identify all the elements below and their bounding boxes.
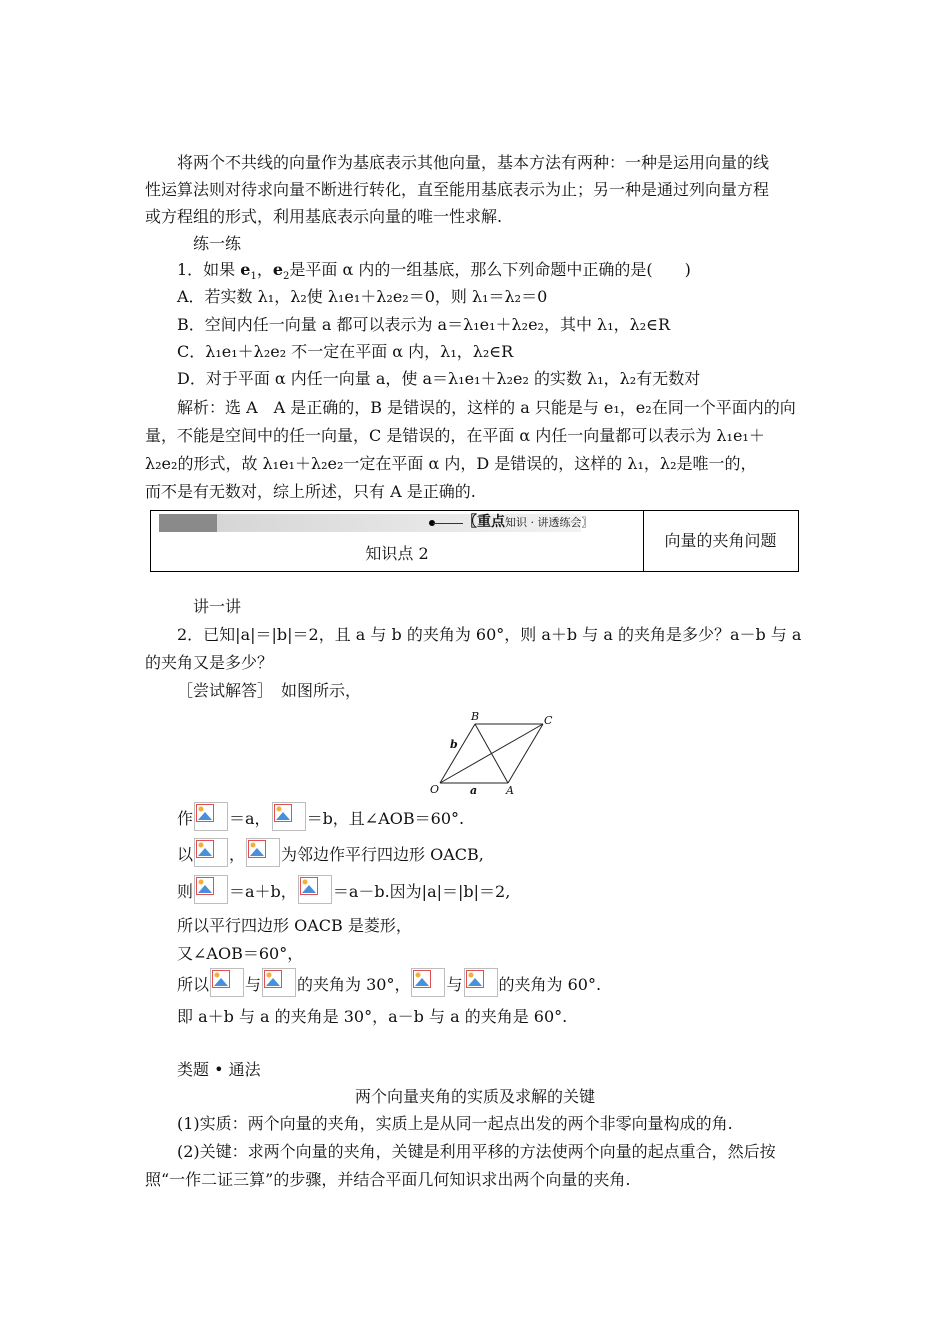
step2-mid: ， <box>229 845 246 864</box>
broken-image-icon <box>464 968 498 997</box>
tag-strong: 〖重点 <box>463 514 505 530</box>
label-b-vertex: B <box>471 710 480 723</box>
analysis-line-4: 而不是有无数对，综上所述，只有 A 是正确的. <box>145 482 476 501</box>
step6-pre: 所以 <box>177 975 210 994</box>
tag-rest: 知识 · 讲透练会〗 <box>505 516 593 529</box>
step3-end: ＝a－b.因为|a|＝|b|＝2, <box>332 882 511 901</box>
broken-image-icon <box>411 968 445 997</box>
analysis-line-1: 解析：选 A A 是正确的，B 是错误的，这样的 a 只能是与 e₁，e₂在同一个平面内的向 <box>177 398 796 417</box>
step3-mid: ＝a＋b， <box>229 882 297 901</box>
step-2 <box>177 838 484 870</box>
knowledge-point-title: 向量的夹角问题 <box>664 531 777 550</box>
step6-c: 与 <box>446 975 463 994</box>
try-answer: ［尝试解答］ 如图所示， <box>177 681 362 700</box>
label-o-vertex: O <box>430 783 440 796</box>
step6-a: 与 <box>245 975 262 994</box>
knowledge-point-label: 知识点 2 <box>365 544 429 563</box>
method-point-2-line-1: (2)关键：求两个向量的夹角，关键是利用平移的方法使两个向量的起点重合，然后按 <box>177 1142 776 1161</box>
label-vector-a: a <box>470 784 478 797</box>
step6-b: 的夹角为 30°， <box>297 975 411 994</box>
step1-mid: ＝a， <box>229 809 271 828</box>
parallelogram-figure <box>428 708 558 798</box>
step-4: 所以平行四边形 OACB 是菱形， <box>177 916 412 935</box>
lecture-question-line-1: 2．已知|a|＝|b|＝2，且 a 与 b 的夹角为 60°，则 a＋b 与 a 的夹角是多少？a－b 与 a <box>177 625 802 644</box>
step1-pre: 作 <box>177 809 194 828</box>
step6-d: 的夹角为 60°. <box>498 975 602 994</box>
edge-bo <box>440 724 475 783</box>
step2-pre: 以 <box>177 845 194 864</box>
edge-ac <box>508 724 543 783</box>
comma: ， <box>256 260 273 279</box>
label-c-vertex: C <box>544 714 553 727</box>
step2-end: 为邻边作平行四边形 OACB, <box>281 845 484 864</box>
vector-e1: e <box>240 260 251 279</box>
broken-image-icon <box>246 838 280 867</box>
step1-end: ＝b，且∠AOB＝60°. <box>306 809 465 828</box>
option-a: A．若实数 λ₁，λ₂使 λ₁e₁＋λ₂e₂＝0，则 λ₁＝λ₂＝0 <box>177 287 548 306</box>
banner-line <box>433 523 463 524</box>
option-d: D．对于平面 α 内任一向量 a，使 a＝λ₁e₁＋λ₂e₂ 的实数 λ₁，λ₂有无数对 <box>177 369 701 388</box>
broken-image-icon <box>210 968 244 997</box>
broken-image-icon <box>194 875 228 904</box>
step-3 <box>177 875 510 907</box>
step-1 <box>177 802 464 834</box>
intro-line-2: 性运算法则对待求向量不断进行转化，直至能用基底表示为止；另一种是通过列向量方程 <box>145 180 770 199</box>
analysis-line-3: λ₂e₂的形式，故 λ₁e₁＋λ₂e₂一定在平面 α 内，D 是错误的，这样的 λ₁，λ₂是唯一的， <box>145 454 757 473</box>
banner-tag <box>463 514 593 531</box>
broken-image-icon <box>262 968 296 997</box>
intro-line-1: 将两个不共线的向量作为基底表示其他向量，基本方法有两种：一种是运用向量的线 <box>177 153 770 172</box>
analysis-line-2: 量，不能是空间中的任一向量，C 是错误的，在平面 α 内任一向量都可以表示为 λ₁e₁＋ <box>145 426 765 445</box>
broken-image-icon <box>194 802 228 831</box>
banner-dark-bar <box>159 514 217 532</box>
step3-pre: 则 <box>177 882 194 901</box>
method-point-1: (1)实质：两个向量的夹角，实质上是从同一起点出发的两个非零向量构成的角. <box>177 1114 733 1133</box>
broken-image-icon <box>298 875 332 904</box>
lecture-heading: 讲一讲 <box>193 597 242 616</box>
sub-2: 2 <box>283 271 290 283</box>
label-vector-b: b <box>450 738 458 751</box>
question-prefix: 1．如果 <box>177 260 236 279</box>
diagonal-ba <box>475 724 508 783</box>
practice-heading: 练一练 <box>193 234 242 253</box>
lecture-question-line-2: 的夹角又是多少？ <box>145 653 274 672</box>
option-b: B．空间内任一向量 a 都可以表示为 a＝λ₁e₁＋λ₂e₂，其中 λ₁，λ₂∈R <box>177 315 671 334</box>
broken-image-icon <box>194 838 228 867</box>
vector-e2: e <box>272 260 284 279</box>
question-rest: 是平面 α 内的一组基底，那么下列命题中正确的是( ) <box>289 260 691 279</box>
label-a-vertex: A <box>506 784 514 797</box>
step-7: 即 a＋b 与 a 的夹角是 30°，a－b 与 a 的夹角是 60°. <box>177 1007 568 1026</box>
method-title: 两个向量夹角的实质及求解的关键 <box>354 1087 595 1106</box>
intro-line-3: 或方程组的形式，利用基底表示向量的唯一性求解. <box>145 207 503 226</box>
step-5: 又∠AOB＝60°， <box>177 944 304 963</box>
method-heading: 类题 • 通法 <box>177 1060 261 1079</box>
knowledge-point-box <box>150 510 799 572</box>
option-c: C．λ₁e₁＋λ₂e₂ 不一定在平面 α 内，λ₁，λ₂∈R <box>177 342 514 361</box>
step-6 <box>177 968 601 1000</box>
broken-image-icon <box>272 802 306 831</box>
method-point-2-line-2: 照“一作二证三算”的步骤，并结合平面几何知识求出两个向量的夹角. <box>145 1170 631 1189</box>
knowledge-box-left <box>151 511 644 571</box>
sub-1: 1 <box>250 271 257 283</box>
